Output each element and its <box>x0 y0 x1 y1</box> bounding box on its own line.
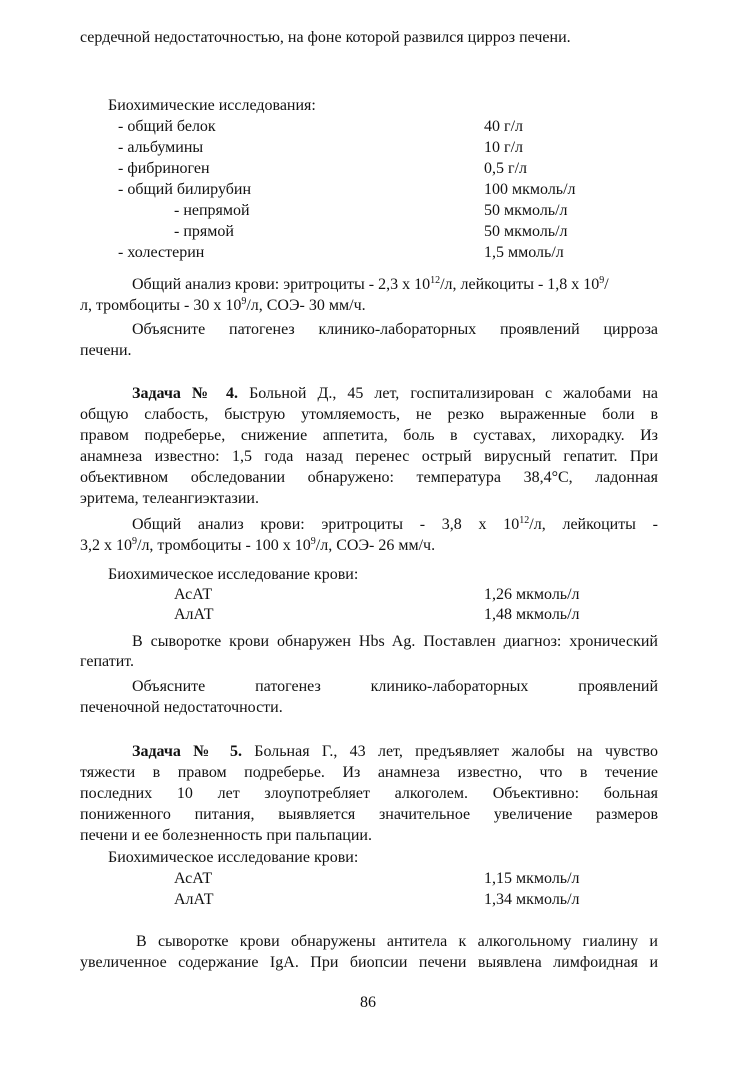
biochem-row-label: - прямой <box>174 223 234 240</box>
biochem-row-value: 50 мкмоль/л <box>484 223 568 240</box>
enzyme-value: 1,34 мкмоль/л <box>484 891 580 908</box>
task4-blood-analysis: 3,2 х $10^9/л$, тромбоциты - 100 х $10^9/л$, СОЭ- 26 мм/ч. <box>80 536 436 554</box>
task4-blood-analysis: Общий анализ крови: эритроциты - 3,8 х $10^{12}/л$, лейкоциты - <box>132 515 659 533</box>
biochem-row-value: 0,5 г/л <box>484 160 527 177</box>
biochem-heading: Биохимические исследования: <box>108 97 316 114</box>
task5-paragraph: последних 10 лет злоупотребляет алкоголем. Объективно: больная <box>80 785 658 802</box>
question-text: печени. <box>80 342 132 359</box>
question-text: Объясните патогенез клинико-лабораторных проявлений <box>132 678 658 695</box>
intro-line: сердечной недостаточностью, на фоне которой развился цирроз печени. <box>80 29 571 46</box>
enzyme-label: АлАТ <box>174 606 214 623</box>
enzyme-label: АсАТ <box>174 586 213 603</box>
biochem-row-label: - общий билирубин <box>118 181 252 198</box>
task4-paragraph: анамнеза известно: 1,5 года назад перенес острый вирусный гепатит. При <box>80 448 658 465</box>
enzyme-value: 1,26 мкмоль/л <box>484 586 580 603</box>
biochem-row-value: 40 г/л <box>484 118 523 135</box>
biochem-row-label: - непрямой <box>174 202 250 219</box>
task4-paragraph: объективном обследовании обнаружено: температура 38,4°С, ладонная <box>80 469 658 486</box>
enzyme-value: 1,15 мкмоль/л <box>484 870 580 887</box>
blood-analysis-line: л, тромбоциты - 30 х $10^9/л$, СОЭ- 30 мм/ч. <box>80 296 366 314</box>
task5-paragraph: Задача № 5. Больная Г., 43 лет, предъявляет жалобы на чувство <box>132 743 659 760</box>
question-text: печеночной недостаточности. <box>80 699 283 716</box>
task4-paragraph: Задача № 4. Больной Д., 45 лет, госпитализирован с жалобами на <box>132 385 659 402</box>
biochem-row-label: - общий белок <box>118 118 216 135</box>
enzyme-value: 1,48 мкмоль/л <box>484 606 580 623</box>
task4-paragraph: правом подреберье, снижение аппетита, боль в суставах, лихорадку. Из <box>80 427 658 444</box>
task5-paragraph: тяжести в правом подреберье. Из анамнеза известно, что в течение <box>80 764 658 781</box>
serum-finding: гепатит. <box>80 653 135 670</box>
biochem-row-value: 1,5 ммоль/л <box>484 244 564 261</box>
biochem-row-label: - фибриноген <box>118 160 210 177</box>
task4-paragraph: общую слабость, быструю утомляемость, не резко выраженные боли в <box>80 406 658 423</box>
task4-title: Задача № 4. <box>132 385 239 402</box>
serum-finding: увеличенное содержание IgA. При биопсии печени выявлена лимфоидная и <box>80 954 658 971</box>
biochem-row-label: - альбумины <box>118 139 204 156</box>
biochem-heading: Биохимическое исследование крови: <box>108 849 359 866</box>
biochem-row-value: 100 мкмоль/л <box>484 181 576 198</box>
task5-paragraph: печени и ее болезненность при пальпации. <box>80 827 372 844</box>
page-number: 86 <box>360 994 376 1011</box>
enzyme-label: АсАТ <box>174 870 213 887</box>
task4-paragraph: эритема, телеангиэктазии. <box>80 490 259 507</box>
biochem-row-label: - холестерин <box>118 244 205 261</box>
blood-analysis-line: Общий анализ крови: эритроциты - 2,3 х $10^{12}/л$, лейкоциты - 1,8 х $10^9/$ <box>132 275 609 293</box>
task5-title: Задача № 5. <box>132 743 242 760</box>
task5-paragraph: пониженного питания, выявляется значительное увеличение размеров <box>80 806 658 823</box>
biochem-row-value: 10 г/л <box>484 139 523 156</box>
question-text: Объясните патогенез клинико-лабораторных проявлений цирроза <box>132 321 658 338</box>
serum-finding: В сыворотке крови обнаружен Hbs Ag. Поставлен диагноз: хронический <box>132 633 658 650</box>
biochem-heading: Биохимическое исследование крови: <box>108 566 359 583</box>
biochem-row-value: 50 мкмоль/л <box>484 202 568 219</box>
enzyme-label: АлАТ <box>174 891 214 908</box>
serum-finding: В сыворотке крови обнаружены антитела к алкогольному гиалину и <box>136 933 658 950</box>
